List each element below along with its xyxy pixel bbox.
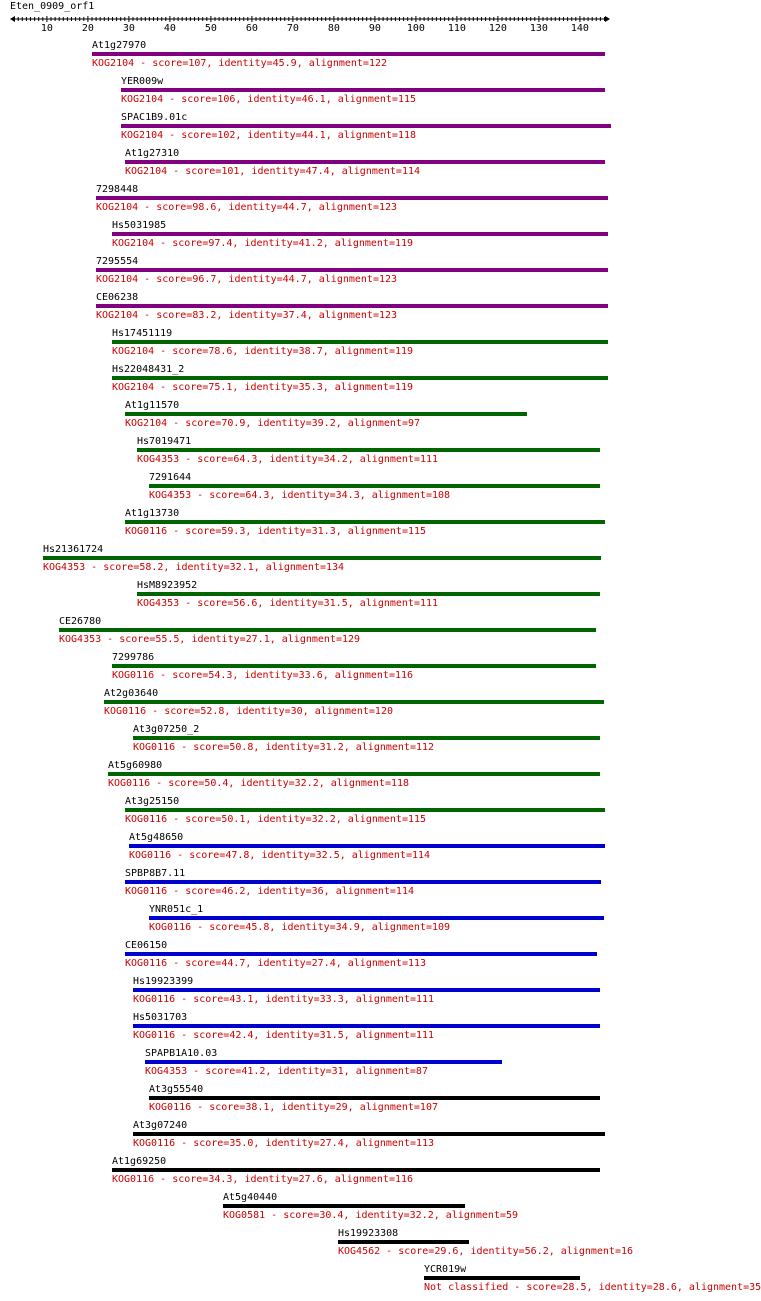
axis-tick-label: 100 — [406, 23, 425, 34]
hit-bar[interactable] — [125, 952, 597, 956]
axis-tick-label: 80 — [327, 23, 340, 34]
hit-bar[interactable] — [92, 52, 605, 56]
hit-info[interactable]: KOG4353 - score=55.5, identity=27.1, alignment=129 — [59, 634, 361, 645]
hit-bar[interactable] — [108, 772, 600, 776]
hit-info[interactable]: KOG4353 - score=41.2, identity=31, alignment=87 — [145, 1066, 428, 1077]
hit-name[interactable]: SPAC1B9.01c — [121, 112, 188, 123]
hit-info[interactable]: KOG2104 - score=98.6, identity=44.7, alignment=123 — [96, 202, 398, 213]
axis-tick-label: 140 — [570, 23, 589, 34]
hit-info[interactable]: KOG2104 - score=96.7, identity=44.7, alignment=123 — [96, 274, 398, 285]
hit-bar[interactable] — [125, 412, 527, 416]
hit-name[interactable]: Hs19923308 — [338, 1228, 399, 1239]
hit-info[interactable]: KOG0116 - score=54.3, identity=33.6, alignment=116 — [112, 670, 414, 681]
hit-info[interactable]: KOG2104 - score=97.4, identity=41.2, alignment=119 — [112, 238, 414, 249]
axis-right-arrow — [605, 16, 610, 22]
hit-name[interactable]: 7299786 — [112, 652, 155, 663]
hit-bar[interactable] — [149, 916, 604, 920]
hit-name[interactable]: Hs7019471 — [137, 436, 192, 447]
axis-tick-label: 10 — [40, 23, 53, 34]
hit-info[interactable]: KOG4353 - score=56.6, identity=31.5, alignment=111 — [137, 598, 439, 609]
hit-info[interactable]: KOG2104 - score=106, identity=46.1, alignment=115 — [121, 94, 417, 105]
hit-info[interactable]: KOG2104 - score=75.1, identity=35.3, alignment=119 — [112, 382, 414, 393]
hit-name[interactable]: HsM8923952 — [137, 580, 198, 591]
hit-bar[interactable] — [112, 376, 608, 380]
hit-bar[interactable] — [96, 196, 608, 200]
hit-name[interactable]: At3g25150 — [125, 796, 180, 807]
hit-info[interactable]: KOG2104 - score=102, identity=44.1, alignment=118 — [121, 130, 417, 141]
hit-bar[interactable] — [125, 160, 605, 164]
hit-name[interactable]: Hs17451119 — [112, 328, 173, 339]
hit-bar[interactable] — [59, 628, 596, 632]
hit-bar[interactable] — [137, 592, 600, 596]
hit-info[interactable]: KOG0116 - score=35.0, identity=27.4, alignment=113 — [133, 1138, 435, 1149]
hit-bar[interactable] — [133, 1024, 600, 1028]
hit-info[interactable]: KOG0116 - score=42.4, identity=31.5, alignment=111 — [133, 1030, 435, 1041]
hit-name[interactable]: At3g55540 — [149, 1084, 204, 1095]
hit-bar[interactable] — [149, 484, 600, 488]
hit-bar[interactable] — [96, 268, 608, 272]
axis-tick-label: 30 — [122, 23, 135, 34]
hit-name[interactable]: At5g40440 — [223, 1192, 278, 1203]
hit-info[interactable]: KOG0116 - score=50.4, identity=32.2, alignment=118 — [108, 778, 410, 789]
hit-info[interactable]: KOG4353 - score=64.3, identity=34.3, alignment=108 — [149, 490, 451, 501]
hit-name[interactable]: CE06238 — [96, 292, 139, 303]
hit-name[interactable]: YCR019w — [424, 1264, 467, 1275]
axis-tick-label: 110 — [447, 23, 466, 34]
hit-name[interactable]: At1g11570 — [125, 400, 180, 411]
hit-bar[interactable] — [125, 808, 605, 812]
axis-tick-label: 60 — [245, 23, 258, 34]
hit-info[interactable]: KOG2104 - score=78.6, identity=38.7, alignment=119 — [112, 346, 414, 357]
axis-tick-label: 20 — [81, 23, 94, 34]
hit-info[interactable]: KOG0581 - score=30.4, identity=32.2, alignment=59 — [223, 1210, 519, 1221]
hit-bar[interactable] — [133, 988, 600, 992]
hit-name[interactable]: At2g03640 — [104, 688, 159, 699]
hit-bar[interactable] — [137, 448, 600, 452]
hit-bar[interactable] — [133, 1132, 605, 1136]
hit-name[interactable]: At1g27310 — [125, 148, 180, 159]
hit-name[interactable]: SPAPB1A10.03 — [145, 1048, 218, 1059]
hit-bar[interactable] — [104, 700, 604, 704]
axis-tick-label: 40 — [163, 23, 176, 34]
hit-bar[interactable] — [133, 736, 600, 740]
hit-info[interactable]: KOG0116 - score=52.8, identity=30, alignment=120 — [104, 706, 393, 717]
hit-info[interactable]: KOG4353 - score=58.2, identity=32.1, alignment=134 — [43, 562, 345, 573]
hit-info[interactable]: KOG0116 - score=38.1, identity=29, alignment=107 — [149, 1102, 438, 1113]
hit-info[interactable]: KOG2104 - score=83.2, identity=37.4, alignment=123 — [96, 310, 398, 321]
hit-name[interactable]: Hs5031985 — [112, 220, 167, 231]
hit-name[interactable]: 7298448 — [96, 184, 139, 195]
axis-tick-label: 90 — [368, 23, 381, 34]
hit-info[interactable]: KOG2104 - score=70.9, identity=39.2, alignment=97 — [125, 418, 421, 429]
hit-name[interactable]: At1g69250 — [112, 1156, 167, 1167]
axis-tick-label: 130 — [529, 23, 548, 34]
hit-bar[interactable] — [125, 520, 605, 524]
hit-bar[interactable] — [43, 556, 601, 560]
hit-name[interactable]: YNR051c_1 — [149, 904, 204, 915]
hit-name[interactable]: Hs19923399 — [133, 976, 194, 987]
hit-name[interactable]: Hs21361724 — [43, 544, 104, 555]
hit-bar[interactable] — [145, 1060, 502, 1064]
hit-name[interactable]: At1g13730 — [125, 508, 180, 519]
hit-name[interactable]: 7295554 — [96, 256, 139, 267]
hit-name[interactable]: Hs5031703 — [133, 1012, 188, 1023]
hit-info[interactable]: KOG0116 - score=44.7, identity=27.4, alignment=113 — [125, 958, 427, 969]
hit-info[interactable]: KOG0116 - score=45.8, identity=34.9, alignment=109 — [149, 922, 451, 933]
hit-bar[interactable] — [121, 88, 605, 92]
hit-name[interactable]: 7291644 — [149, 472, 192, 483]
hit-bar[interactable] — [112, 1168, 600, 1172]
hit-name[interactable]: At5g60980 — [108, 760, 163, 771]
hit-bar[interactable] — [223, 1204, 465, 1208]
hit-bar[interactable] — [149, 1096, 600, 1100]
axis-tick-label: 50 — [204, 23, 217, 34]
hit-bar[interactable] — [112, 664, 596, 668]
axis-tick-label: 120 — [488, 23, 507, 34]
hit-info[interactable]: KOG2104 - score=107, identity=45.9, alignment=122 — [92, 58, 388, 69]
hit-bar[interactable] — [112, 340, 608, 344]
hit-info[interactable]: KOG4353 - score=64.3, identity=34.2, alignment=111 — [137, 454, 439, 465]
hit-info[interactable]: KOG4562 - score=29.6, identity=56.2, alignment=16 — [338, 1246, 634, 1257]
hit-name[interactable]: CE26780 — [59, 616, 102, 627]
axis-tick-label: 70 — [286, 23, 299, 34]
hit-bar[interactable] — [129, 844, 605, 848]
hit-info[interactable]: KOG0116 - score=59.3, identity=31.3, alignment=115 — [125, 526, 427, 537]
hit-bar[interactable] — [112, 232, 608, 236]
hit-info[interactable]: Not classified - score=28.5, identity=28.6, alignment=35 — [424, 1282, 761, 1293]
hit-name[interactable]: Hs22048431_2 — [112, 364, 185, 375]
hit-info[interactable]: KOG0116 - score=43.1, identity=33.3, alignment=111 — [133, 994, 435, 1005]
hit-bar[interactable] — [96, 304, 608, 308]
hit-name[interactable]: YER009w — [121, 76, 164, 87]
hit-name[interactable]: At3g07250_2 — [133, 724, 200, 735]
hit-info[interactable]: KOG2104 - score=101, identity=47.4, alignment=114 — [125, 166, 421, 177]
hit-name[interactable]: At1g27970 — [92, 40, 147, 51]
sequence-axis — [10, 16, 610, 22]
hit-info[interactable]: KOG0116 - score=50.1, identity=32.2, alignment=115 — [125, 814, 427, 825]
hit-bar[interactable] — [125, 880, 601, 884]
hit-name[interactable]: SPBP8B7.11 — [125, 868, 186, 879]
hit-info[interactable]: KOG0116 - score=34.3, identity=27.6, alignment=116 — [112, 1174, 414, 1185]
hit-info[interactable]: KOG0116 - score=47.8, identity=32.5, alignment=114 — [129, 850, 431, 861]
hit-bar[interactable] — [424, 1276, 580, 1280]
sequence-title: Eten_0909_orf1 — [10, 1, 95, 12]
hit-bar[interactable] — [121, 124, 611, 128]
hit-name[interactable]: At5g48650 — [129, 832, 184, 843]
hit-bar[interactable] — [338, 1240, 469, 1244]
hit-name[interactable]: At3g07240 — [133, 1120, 188, 1131]
hit-name[interactable]: CE06150 — [125, 940, 168, 951]
hit-info[interactable]: KOG0116 - score=50.8, identity=31.2, alignment=112 — [133, 742, 435, 753]
hit-info[interactable]: KOG0116 - score=46.2, identity=36, alignment=114 — [125, 886, 414, 897]
